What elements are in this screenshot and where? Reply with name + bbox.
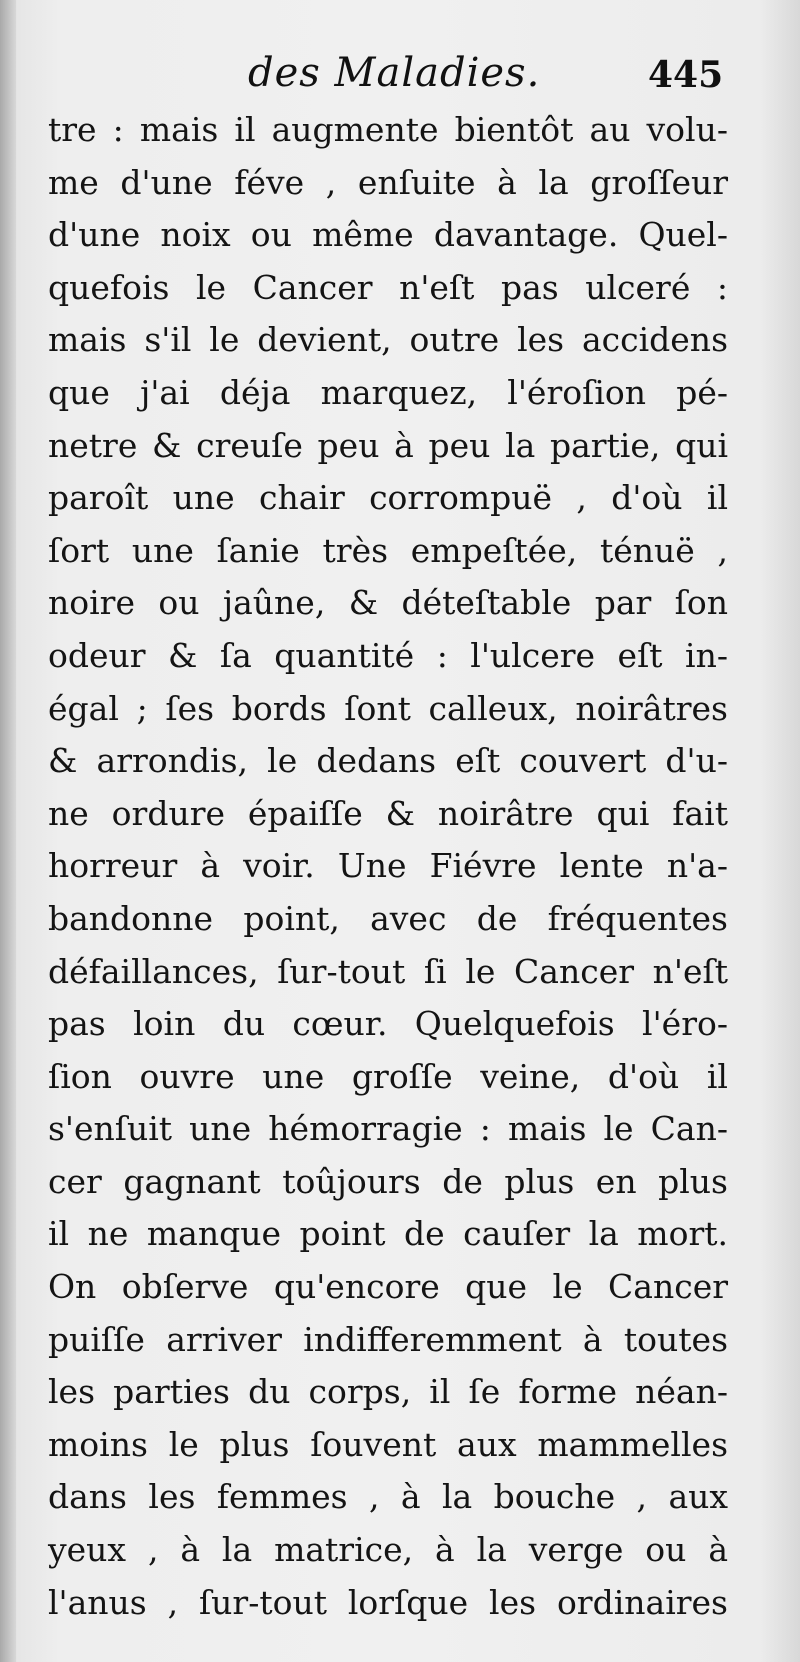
- text-line: pas loin du cœur. Quelquefois l'éro-: [48, 1004, 728, 1044]
- text-line: égal ; ſes bords ſont calleux, noirâtres: [48, 688, 728, 728]
- text-line: odeur & ſa quantité : l'ulcere eſt in-: [48, 635, 728, 675]
- text-line: netre & creuſe peu à peu la partie, qui: [48, 425, 728, 465]
- text-line: On obſerve qu'encore que le Cancer: [48, 1267, 728, 1307]
- body-text: [48, 104, 728, 1629]
- text-line: s'enſuit une hémorragie : mais le Can-: [48, 1109, 728, 1149]
- page-number: 445: [648, 54, 724, 96]
- text-line: les parties du corps, il ſe forme néan-: [48, 1372, 728, 1412]
- text-line: horreur à voir. Une Fiévre lente n'a-: [48, 846, 728, 886]
- text-line: défaillances, ſur-tout ſi le Cancer n'eſt: [48, 951, 728, 991]
- running-head: [0, 50, 800, 110]
- text-line: paroît une chair corrompuë , d'où il: [48, 478, 728, 518]
- text-line: ne ordure épaiſſe & noirâtre qui fait: [48, 793, 728, 833]
- text-line: yeux , à la matrice, à la verge ou à: [48, 1530, 728, 1570]
- text-line: ſort une ſanie très empeſtée, ténuë ,: [48, 530, 728, 570]
- text-line: quefois le Cancer n'eſt pas ulceré :: [48, 267, 728, 307]
- text-line: & arrondis, le dedans eſt couvert d'u-: [48, 741, 728, 781]
- text-line: noire ou jaûne, & déteſtable par ſon: [48, 583, 728, 623]
- running-title: des Maladies.: [248, 50, 541, 96]
- text-line: me d'une féve , enſuite à la groſſeur: [48, 162, 728, 202]
- text-line: mais s'il le devient, outre les accidens: [48, 320, 728, 360]
- text-line: bandonne point, avec de fréquentes: [48, 898, 728, 938]
- text-line: moins le plus ſouvent aux mammelles: [48, 1424, 728, 1464]
- text-line: d'une noix ou même davantage. Quel-: [48, 215, 728, 255]
- text-line: que j'ai déja marquez, l'éroſion pé-: [48, 372, 728, 412]
- text-line: tre : mais il augmente bientôt au volu-: [48, 110, 728, 149]
- text-line: dans les femmes , à la bouche , aux: [48, 1477, 728, 1517]
- text-line: il ne manque point de cauſer la mort.: [48, 1214, 728, 1254]
- text-line: cer gagnant toûjours de plus en plus: [48, 1161, 728, 1201]
- text-line: ſion ouvre une groſſe veine, d'où il: [48, 1056, 728, 1096]
- text-line: puiſſe arriver indifferemment à toutes: [48, 1319, 728, 1359]
- text-line: l'anus , ſur-tout lorſque les ordinaires: [48, 1582, 728, 1622]
